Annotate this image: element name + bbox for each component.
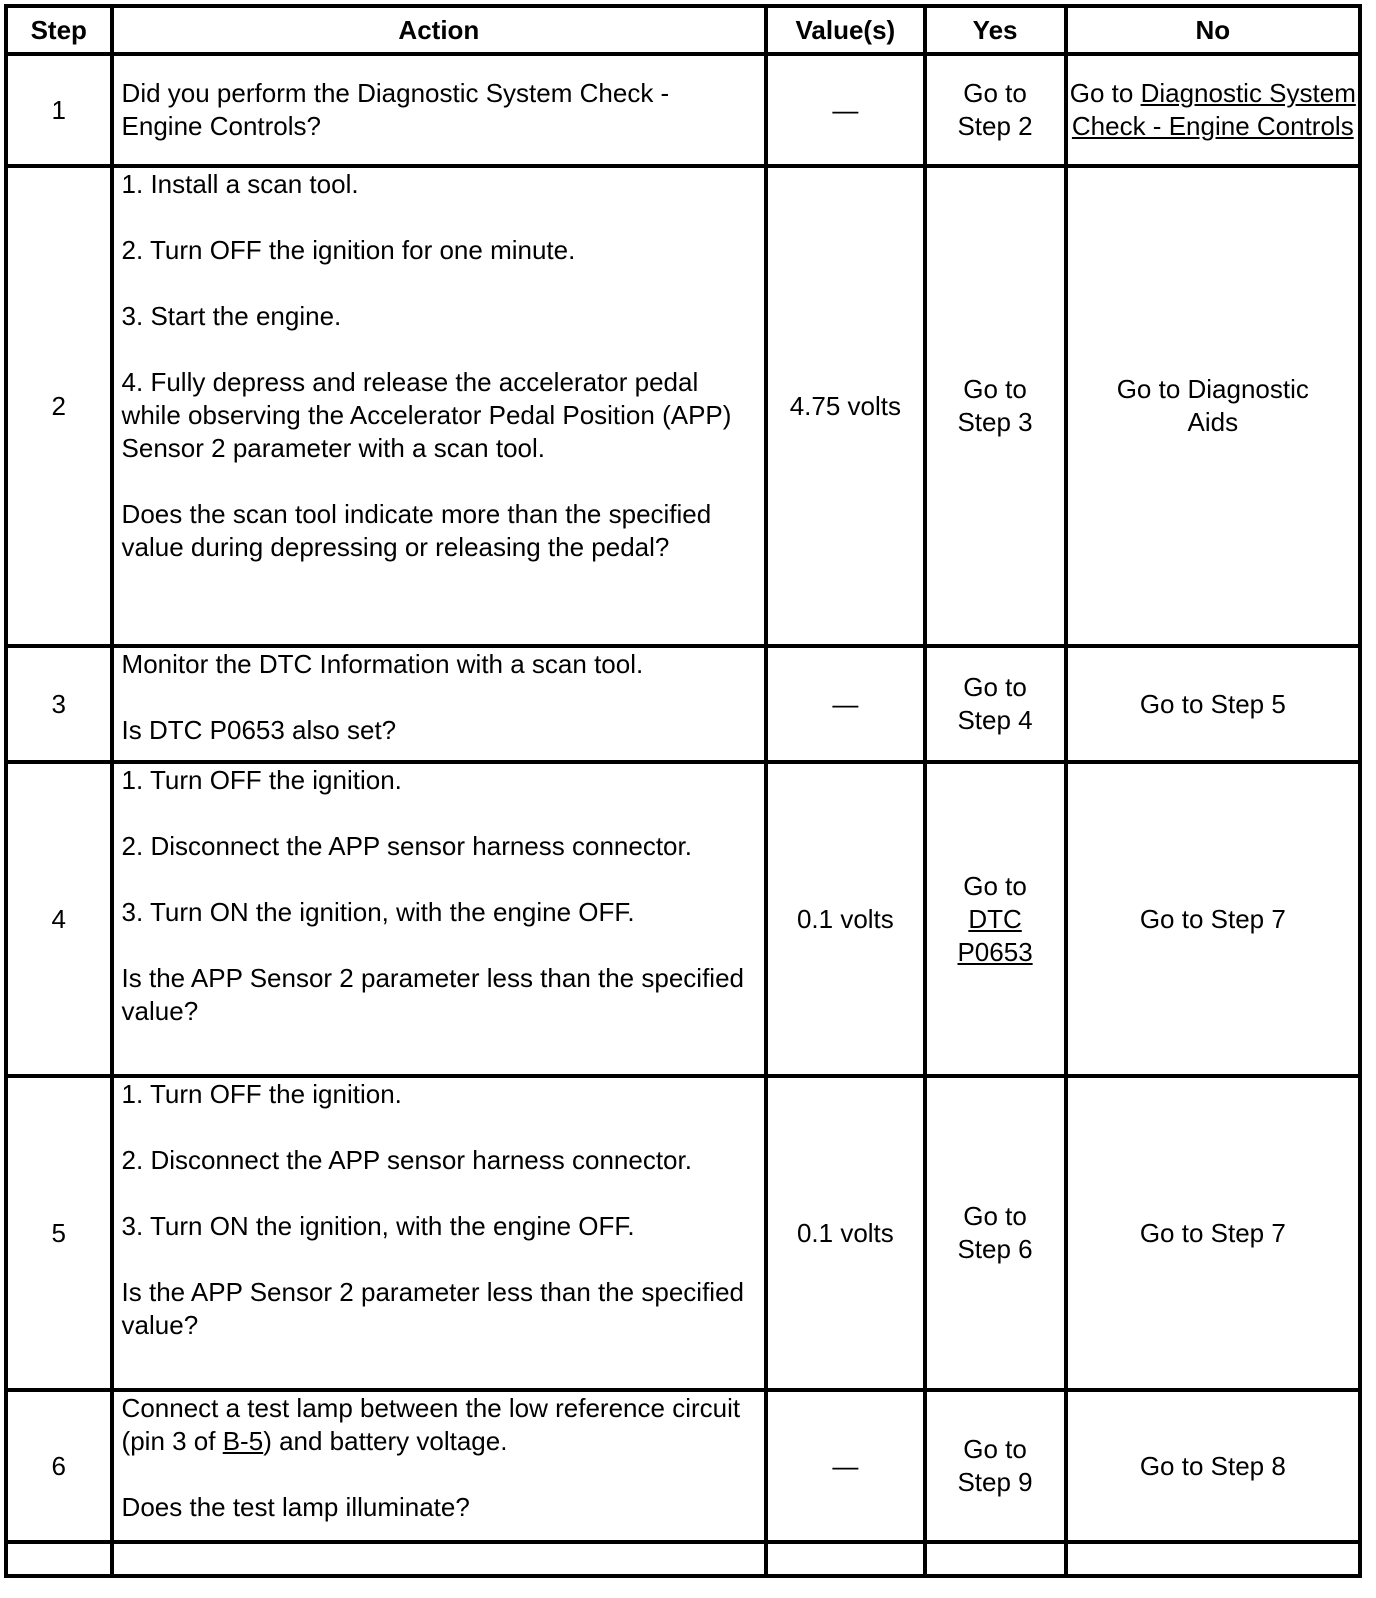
table-row [6, 166, 1360, 646]
action-cell [112, 762, 767, 1076]
action-text: Did you perform the Diagnostic System Check - Engine Controls? [121, 78, 670, 141]
yes-cell [925, 762, 1066, 1076]
no-cell [1066, 166, 1360, 646]
table-row [6, 762, 1360, 1076]
no-cell: Go to Step 8 [1066, 1390, 1360, 1542]
value-cell: 0.1 volts [766, 1076, 924, 1390]
action-text: 1. Turn OFF the ignition. [121, 765, 402, 795]
action-text: Monitor the DTC Information with a scan tool. [121, 649, 644, 679]
action-text: 2. Disconnect the APP sensor harness connector. [121, 1145, 692, 1175]
value-cell: — [766, 54, 924, 166]
step-number: 2 [6, 166, 112, 646]
value-cell: — [766, 1390, 924, 1542]
dtc-p0653-link[interactable]: DTC P0653 [957, 903, 1033, 967]
b5-connector-link[interactable]: B-5 [222, 1426, 264, 1456]
diagnostic-system-check-link[interactable]: Diagnostic System Check - Engine Controls [1071, 78, 1356, 141]
action-text [122, 1392, 757, 1458]
header-value: Value(s) [766, 6, 924, 54]
action-cell [112, 1390, 767, 1542]
header-action: Action [112, 6, 767, 54]
table-row [6, 646, 1360, 762]
no-cell: Go to Step 5 [1066, 646, 1360, 762]
yes-cell [925, 1076, 1066, 1390]
action-text: 4. Fully depress and release the accelerator pedal while observing the Accelerator Pedal Position (APP) Sensor 2 parameter with a scan tool. [121, 367, 732, 463]
no-cell [1066, 54, 1360, 166]
table-row [6, 54, 1360, 166]
action-text: 2. Disconnect the APP sensor harness connector. [121, 831, 692, 861]
empty-cell [1066, 1542, 1360, 1576]
step-number: 4 [6, 762, 112, 1076]
table-row [6, 1076, 1360, 1390]
diagnostic-table [4, 4, 1362, 1578]
header-no: No [1066, 6, 1360, 54]
yes-cell [925, 1390, 1066, 1542]
action-question: Does the scan tool indicate more than the specified value during depressing or releasing the pedal? [121, 499, 712, 562]
no-cell: Go to Step 7 [1066, 1076, 1360, 1390]
header-yes: Yes [925, 6, 1066, 54]
header-step: Step [6, 6, 112, 54]
action-text: 2. Turn OFF the ignition for one minute. [121, 235, 576, 265]
value-cell: 0.1 volts [766, 762, 924, 1076]
action-text: 3. Start the engine. [121, 301, 342, 331]
step-number: 5 [6, 1076, 112, 1390]
yes-prefix: Go to [963, 870, 1027, 901]
action-cell [112, 166, 767, 646]
action-text-part: Connect a test lamp between the low reference circuit (pin 3 of [121, 1393, 741, 1456]
yes-cell [925, 166, 1066, 646]
step-number: 6 [6, 1390, 112, 1542]
action-text: 1. Install a scan tool. [121, 169, 359, 199]
empty-cell [112, 1542, 767, 1576]
action-text: 3. Turn ON the ignition, with the engine OFF. [121, 1211, 635, 1241]
value-cell: — [766, 646, 924, 762]
no-text: Go to Diagnostic Aids [1116, 374, 1309, 437]
empty-cell [925, 1542, 1066, 1576]
step-number: 1 [6, 54, 112, 166]
empty-cell [6, 1542, 112, 1576]
no-cell: Go to Step 7 [1066, 762, 1360, 1076]
action-question: Is the APP Sensor 2 parameter less than the specified value? [121, 1277, 744, 1340]
action-question: Is DTC P0653 also set? [121, 715, 397, 745]
action-text: 3. Turn ON the ignition, with the engine OFF. [121, 897, 635, 927]
action-question: Does the test lamp illuminate? [121, 1492, 470, 1522]
table-row [6, 1390, 1360, 1542]
yes-cell [925, 646, 1066, 762]
value-cell: 4.75 volts [766, 166, 924, 646]
table-row-partial [6, 1542, 1360, 1576]
yes-text: Go to Step 6 [957, 1201, 1033, 1264]
yes-text: Go to Step 4 [957, 672, 1033, 735]
action-cell [112, 646, 767, 762]
action-cell [112, 54, 767, 166]
yes-text: Go to Step 3 [957, 374, 1033, 437]
yes-text: Go to Step 9 [957, 1434, 1033, 1497]
action-cell [112, 1076, 767, 1390]
yes-cell [925, 54, 1066, 166]
action-text: 1. Turn OFF the ignition. [121, 1079, 402, 1109]
action-text-part: ) and battery voltage. [263, 1426, 508, 1456]
action-question: Is the APP Sensor 2 parameter less than the specified value? [121, 963, 744, 1026]
empty-cell [766, 1542, 924, 1576]
yes-text: Go to Step 2 [957, 78, 1033, 141]
step-number: 3 [6, 646, 112, 762]
header-row [6, 6, 1360, 54]
no-prefix: Go to [1069, 78, 1141, 108]
